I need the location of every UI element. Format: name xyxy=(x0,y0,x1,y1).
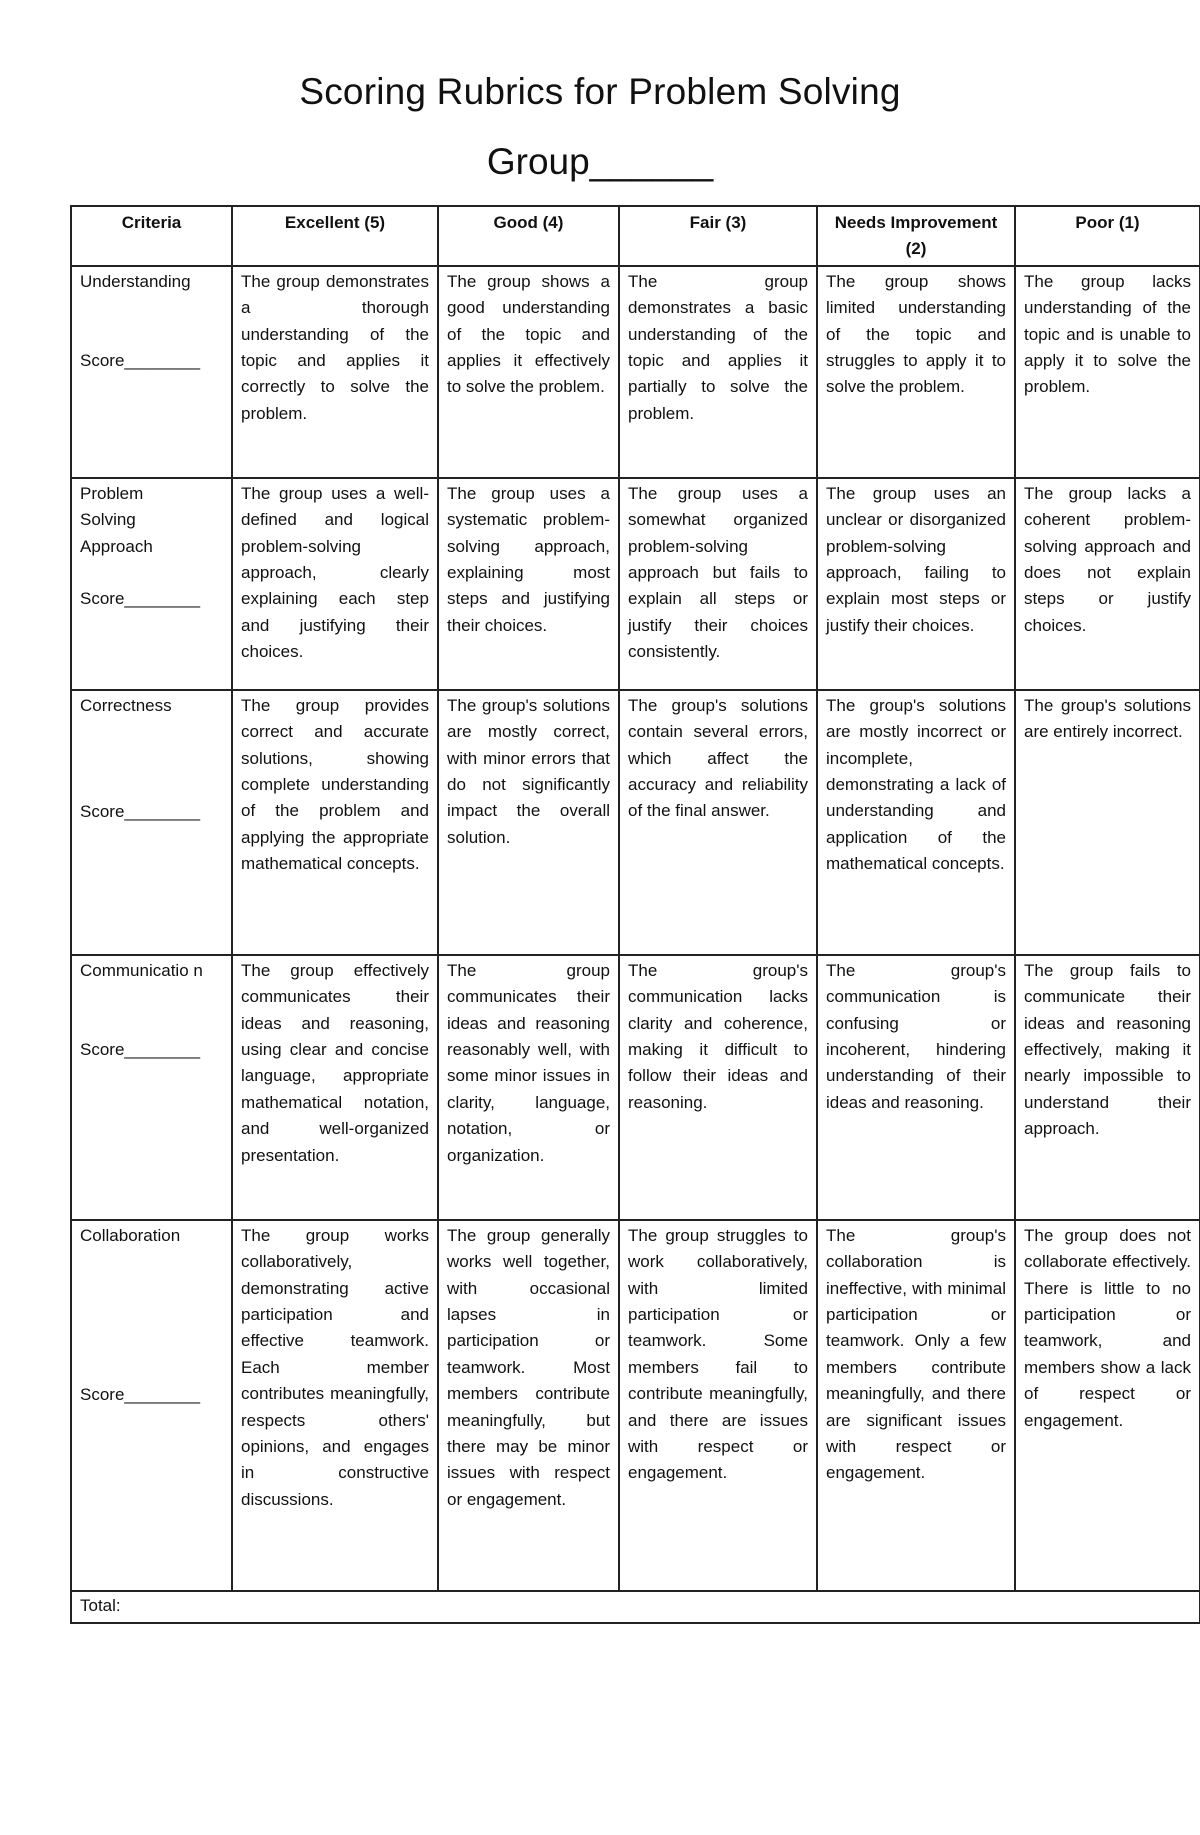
criterion-name: Understanding xyxy=(80,271,191,291)
table-row xyxy=(71,478,1200,690)
score-field: Score________ xyxy=(80,1385,201,1405)
fair-cell: The group struggles to work collaboratively, with limited participation or teamwork. Some members fail to contribute meaningfully, and there are issues with respect or engagement. xyxy=(619,1220,817,1591)
excellent-cell: The group effectively communicates their ideas and reasoning, using clear and concise language, appropriate mathematical notation, and well-organized presentation. xyxy=(232,955,438,1220)
needs-improvement-cell: The group's solutions are mostly incorrect or incomplete, demonstrating a lack of understanding and application of the mathematical concepts. xyxy=(817,690,1015,955)
rubric-table xyxy=(70,205,1200,1624)
total-cell: Total: xyxy=(71,1591,1200,1623)
excellent-cell: The group works collaboratively, demonstrating active participation and effective teamwork. Each member contributes meaningfully, respects others' opinions, and engages in constructive discussions. xyxy=(232,1220,438,1591)
needs-improvement-cell: The group uses an unclear or disorganized problem-solving approach, failing to explain most steps or justify their choices. xyxy=(817,478,1015,690)
good-cell: The group generally works well together, with occasional lapses in participation or teamwork. Most members contribute meaningfully, but there may be minor issues with respect or engagement. xyxy=(438,1220,619,1591)
score-field: Score________ xyxy=(80,1040,201,1060)
criterion-cell xyxy=(71,266,232,478)
score-field: Score________ xyxy=(80,802,201,822)
good-cell: The group communicates their ideas and reasoning reasonably well, with some minor issues in clarity, language, notation, or organization. xyxy=(438,955,619,1220)
fair-cell: The group's solutions contain several errors, which affect the accuracy and reliability of the final answer. xyxy=(619,690,817,955)
criterion-name: Communicatio n xyxy=(80,960,203,980)
score-field: Score________ xyxy=(80,589,201,609)
table-row xyxy=(71,266,1200,478)
needs-improvement-cell: The group's collaboration is ineffective, with minimal participation or teamwork. Only a few members contribute meaningfully, and there are significant issues with respect or engagement. xyxy=(817,1220,1015,1591)
fair-cell: The group uses a somewhat organized problem-solving approach but fails to explain all steps or justify their choices consistently. xyxy=(619,478,817,690)
poor-cell: The group's solutions are entirely incorrect. xyxy=(1015,690,1200,955)
excellent-cell: The group uses a well-defined and logical problem-solving approach, clearly explaining each step and justifying their choices. xyxy=(232,478,438,690)
header-fair: Fair (3) xyxy=(619,206,817,266)
page-title: Scoring Rubrics for Problem Solving xyxy=(299,71,901,112)
good-cell: The group uses a systematic problem-solving approach, explaining most steps and justifying their choices. xyxy=(438,478,619,690)
needs-improvement-cell: The group shows limited understanding of the topic and struggles to apply it to solve the problem. xyxy=(817,266,1015,478)
excellent-cell: The group provides correct and accurate solutions, showing complete understanding of the problem and applying the appropriate mathematical concepts. xyxy=(232,690,438,955)
good-cell: The group shows a good understanding of the topic and applies it effectively to solve the problem. xyxy=(438,266,619,478)
header-good: Good (4) xyxy=(438,206,619,266)
header-poor: Poor (1) xyxy=(1015,206,1200,266)
criterion-name: Collaboration xyxy=(80,1225,181,1245)
score-field: Score________ xyxy=(80,351,201,371)
needs-improvement-cell: The group's communication is confusing or incoherent, hindering understanding of their ideas and reasoning. xyxy=(817,955,1015,1220)
poor-cell: The group fails to communicate their ideas and reasoning effectively, making it nearly impossible to understand their approach. xyxy=(1015,955,1200,1220)
criterion-cell xyxy=(71,478,232,690)
criterion-cell xyxy=(71,1220,232,1591)
criterion-cell xyxy=(71,955,232,1220)
criterion-name: Correctness xyxy=(80,695,172,715)
header-row xyxy=(71,206,1200,266)
excellent-cell: The group demonstrates a thorough understanding of the topic and applies it correctly to solve the problem. xyxy=(232,266,438,478)
table-row xyxy=(71,690,1200,955)
table-row xyxy=(71,1220,1200,1591)
poor-cell: The group lacks understanding of the topic and is unable to apply it to solve the problem. xyxy=(1015,266,1200,478)
header-excellent: Excellent (5) xyxy=(232,206,438,266)
fair-cell: The group demonstrates a basic understanding of the topic and applies it partially to solve the problem. xyxy=(619,266,817,478)
table-row xyxy=(71,955,1200,1220)
criterion-name: Problem Solving Approach xyxy=(80,483,153,556)
criterion-cell xyxy=(71,690,232,955)
header-criteria: Criteria xyxy=(71,206,232,266)
poor-cell: The group does not collaborate effectively. There is little to no participation or teamwork, and members show a lack of respect or engagement. xyxy=(1015,1220,1200,1591)
group-name-field: Group______ xyxy=(486,141,714,182)
total-row xyxy=(71,1591,1200,1623)
fair-cell: The group's communication lacks clarity and coherence, making it difficult to follow their ideas and reasoning. xyxy=(619,955,817,1220)
good-cell: The group's solutions are mostly correct, with minor errors that do not significantly impact the overall solution. xyxy=(438,690,619,955)
poor-cell: The group lacks a coherent problem-solving approach and does not explain steps or justify choices. xyxy=(1015,478,1200,690)
header-needs-improvement: Needs Improvement (2) xyxy=(817,206,1015,266)
